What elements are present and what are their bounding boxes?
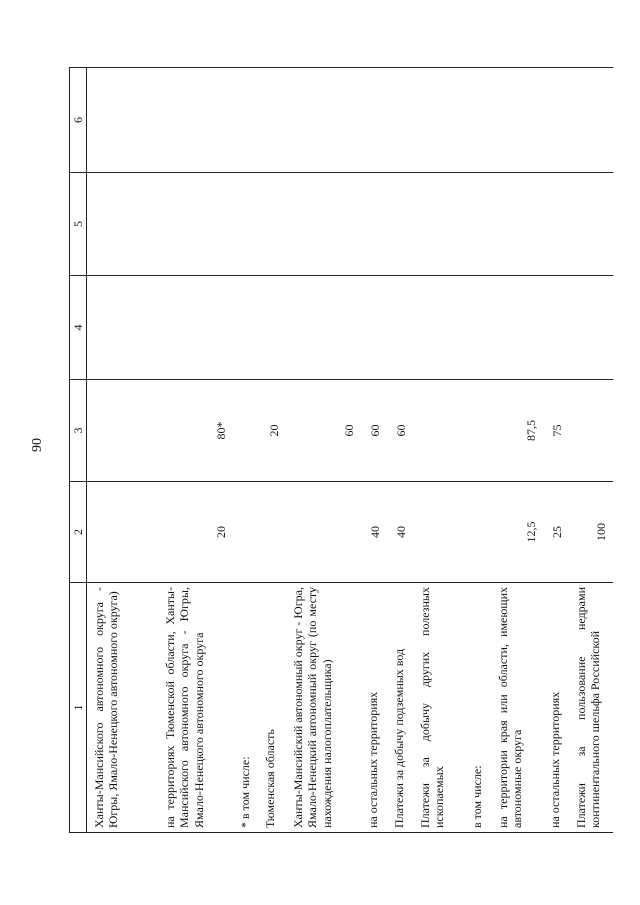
cell-col4 xyxy=(361,276,387,380)
cell-col4 xyxy=(87,276,159,380)
cell-col6 xyxy=(233,68,258,173)
table-header xyxy=(70,68,87,833)
cell-col2: 40 xyxy=(361,482,387,583)
column-header: 2 xyxy=(70,482,87,583)
row-label: на остальных территориях xyxy=(361,583,387,833)
cell-col3 xyxy=(569,380,613,482)
cell-col4 xyxy=(491,276,543,380)
cell-col5 xyxy=(413,173,465,276)
cell-col3: 60 xyxy=(286,380,361,482)
cell-col4 xyxy=(286,276,361,380)
row-label: в том числе: xyxy=(465,583,491,833)
cell-col4 xyxy=(158,276,233,380)
table-row xyxy=(258,68,286,833)
table-row xyxy=(413,68,465,833)
cell-col4 xyxy=(569,276,613,380)
budget-distribution-table xyxy=(69,67,613,833)
cell-col3: 80* xyxy=(158,380,233,482)
cell-col5 xyxy=(233,173,258,276)
row-label: Платежи за добычу других полезных ископаемых xyxy=(413,583,465,833)
table-row xyxy=(286,68,361,833)
column-header: 3 xyxy=(70,380,87,482)
row-label: на территории края или области, имеющих автономные округа xyxy=(491,583,543,833)
table-row xyxy=(491,68,543,833)
table-row xyxy=(387,68,413,833)
row-label: * в том числе: xyxy=(233,583,258,833)
cell-col4 xyxy=(387,276,413,380)
cell-col6 xyxy=(491,68,543,173)
cell-col3 xyxy=(413,380,465,482)
table-row xyxy=(465,68,491,833)
cell-col2 xyxy=(87,482,159,583)
cell-col5 xyxy=(465,173,491,276)
rotated-table-container xyxy=(69,68,640,833)
cell-col4 xyxy=(258,276,286,380)
cell-col3: 60 xyxy=(361,380,387,482)
cell-col5 xyxy=(543,173,569,276)
cell-col2: 20 xyxy=(158,482,233,583)
row-label: на остальных территориях xyxy=(543,583,569,833)
cell-col2: 25 xyxy=(543,482,569,583)
cell-col6 xyxy=(413,68,465,173)
cell-col4 xyxy=(465,276,491,380)
column-header: 4 xyxy=(70,276,87,380)
column-header: 5 xyxy=(70,173,87,276)
cell-col2: 12,5 xyxy=(491,482,543,583)
cell-col5 xyxy=(258,173,286,276)
row-label: Платежи за пользование недрами континентального шельфа Российской xyxy=(569,583,613,833)
column-header: 6 xyxy=(70,68,87,173)
cell-col2: 100 xyxy=(569,482,613,583)
table-row xyxy=(361,68,387,833)
cell-col2 xyxy=(258,482,286,583)
cell-col6 xyxy=(258,68,286,173)
table-row xyxy=(87,68,159,833)
table-row xyxy=(543,68,569,833)
cell-col5 xyxy=(491,173,543,276)
row-label: Платежи за добычу подземных вод xyxy=(387,583,413,833)
cell-col5 xyxy=(286,173,361,276)
cell-col3 xyxy=(87,380,159,482)
cell-col4 xyxy=(233,276,258,380)
cell-col6 xyxy=(158,68,233,173)
table-row xyxy=(233,68,258,833)
cell-col5 xyxy=(569,173,613,276)
cell-col4 xyxy=(543,276,569,380)
cell-col6 xyxy=(361,68,387,173)
row-label: на территориях Тюменской области, Ханты-Мансийского автономного округа - Югры, Ямало-Ненецкого автономного округа xyxy=(158,583,233,833)
cell-col2 xyxy=(233,482,258,583)
table-row xyxy=(158,68,233,833)
cell-col5 xyxy=(387,173,413,276)
cell-col6 xyxy=(387,68,413,173)
cell-col2 xyxy=(465,482,491,583)
cell-col5 xyxy=(361,173,387,276)
page-number: 90 xyxy=(30,438,45,452)
row-label: Тюменская область xyxy=(258,583,286,833)
row-label: Ханты-Мансийский автономный округ - Югра, Ямало-Ненецкий автономный округ (по месту нахождения налогоплательщика) xyxy=(286,583,361,833)
cell-col6 xyxy=(465,68,491,173)
cell-col2: 40 xyxy=(387,482,413,583)
cell-col3 xyxy=(233,380,258,482)
cell-col3 xyxy=(465,380,491,482)
column-number-row xyxy=(70,68,87,833)
cell-col3: 75 xyxy=(543,380,569,482)
table-row xyxy=(569,68,613,833)
cell-col5 xyxy=(158,173,233,276)
cell-col3: 87,5 xyxy=(491,380,543,482)
cell-col2 xyxy=(286,482,361,583)
row-label: Ханты-Мансийского автономного округа - Югры, Ямало-Ненецкого автономного округа) xyxy=(87,583,159,833)
cell-col6 xyxy=(569,68,613,173)
cell-col2 xyxy=(413,482,465,583)
cell-col6 xyxy=(543,68,569,173)
cell-col3: 60 xyxy=(387,380,413,482)
cell-col4 xyxy=(413,276,465,380)
column-header: 1 xyxy=(70,583,87,833)
cell-col3: 20 xyxy=(258,380,286,482)
cell-col5 xyxy=(87,173,159,276)
cell-col6 xyxy=(87,68,159,173)
cell-col6 xyxy=(286,68,361,173)
